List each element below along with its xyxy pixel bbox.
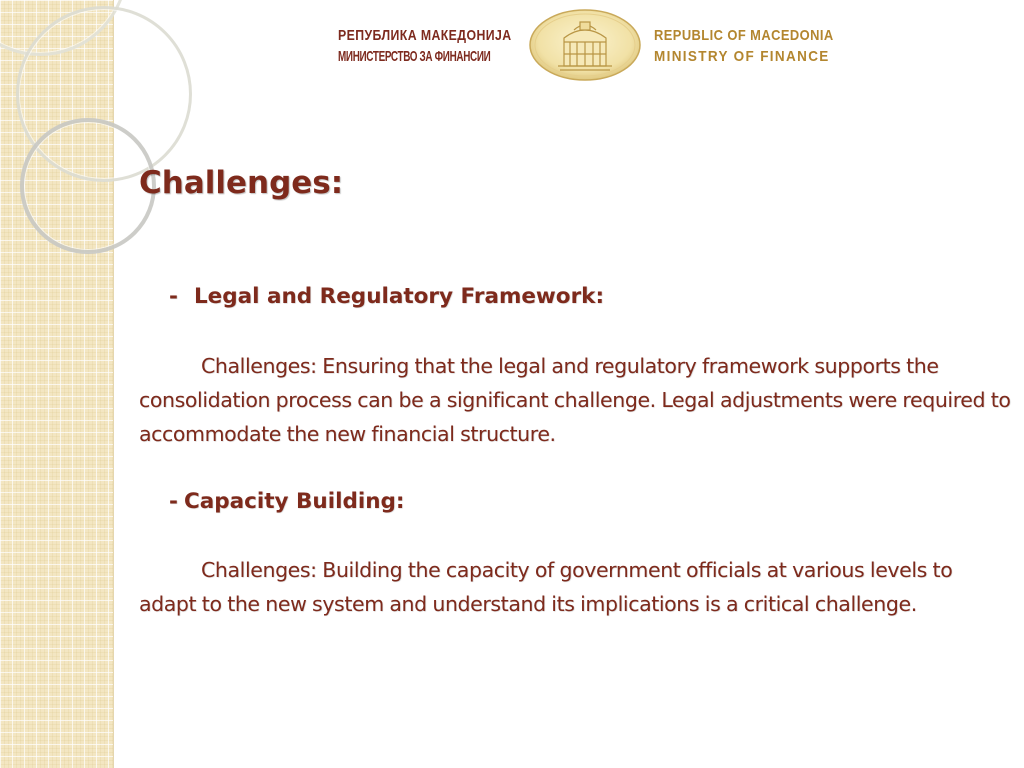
header-mk-country: РЕПУБЛИКА МАКЕДОНИЈА [338,27,512,44]
header-mk-ministry: МИНИСТЕРСТВО ЗА ФИНАНСИИ [338,48,491,65]
bullet-dash: - [169,489,178,514]
section-body: Challenges: Ensuring that the legal and regulatory framework supports the consolidation process can be a significant challenge. Legal adjustments were required to accommodate the new financial structure. [139,354,1011,446]
section-heading-text: Legal and Regulatory Framework: [193,284,605,309]
slide-title: Challenges: [139,165,344,201]
section-heading [169,485,405,519]
section-heading [169,280,604,314]
header-en-ministry: MINISTRY OF FINANCE [654,48,830,65]
ministry-header [338,8,838,82]
ministry-building-emblem-icon [528,8,642,82]
decorative-ring [20,118,156,254]
bullet-dash: - [169,284,178,309]
header-en-country: REPUBLIC OF MACEDONIA [654,27,834,44]
section-body: Challenges: Building the capacity of government officials at various levels to adapt to the new system and understand its implications is a critical challenge. [139,558,953,616]
section-heading-text: Capacity Building: [183,489,405,514]
